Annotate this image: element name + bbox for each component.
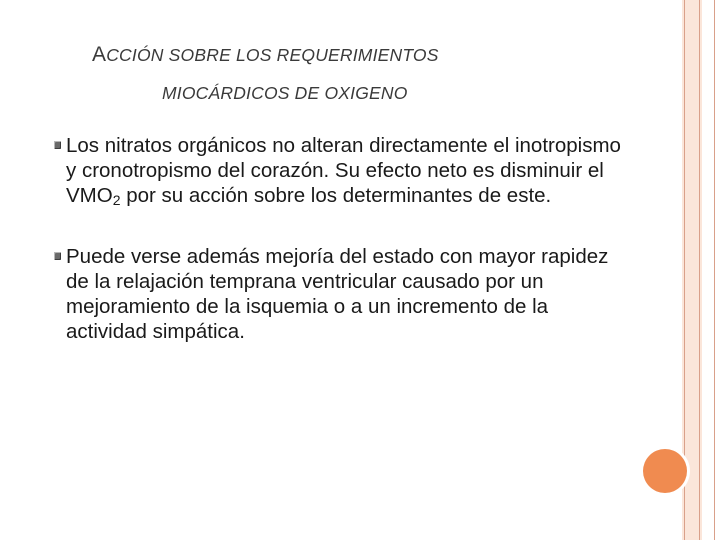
bullet-text-1 <box>66 133 634 208</box>
title-initial: A <box>92 43 107 66</box>
decorative-border-line <box>714 0 715 540</box>
bullet-1-text-part-b: por su acción sobre los determinantes de este. <box>120 184 552 207</box>
decorative-circle-icon <box>643 449 687 493</box>
decorative-border-line <box>699 0 700 540</box>
bullet-item-1 <box>54 133 634 208</box>
title-line-1 <box>92 44 612 65</box>
bullet-square-icon <box>54 141 61 149</box>
bullet-item-2 <box>54 244 634 344</box>
bullet-square-icon <box>54 252 61 260</box>
title-line-1-text: CCIÓN SOBRE LOS REQUERIMIENTOS <box>106 45 439 65</box>
bullet-text-2: Puede verse además mejoría del estado con mayor rapidez de la relajación temprana ventricular causado por un mejoramiento de la isquemia o a un incremento de la actividad simpática. <box>66 245 609 343</box>
bullet-list <box>54 133 634 344</box>
slide-title <box>92 44 612 103</box>
subscript-2: 2 <box>112 192 121 208</box>
bullet-1-text-part-a: Los nitratos orgánicos no alteran directamente el inotropismo y cronotropismo del corazón. Su efecto neto es disminuir el VMO <box>66 134 621 207</box>
title-line-2: MIOCÁRDICOS DE OXIGENO <box>162 83 408 103</box>
